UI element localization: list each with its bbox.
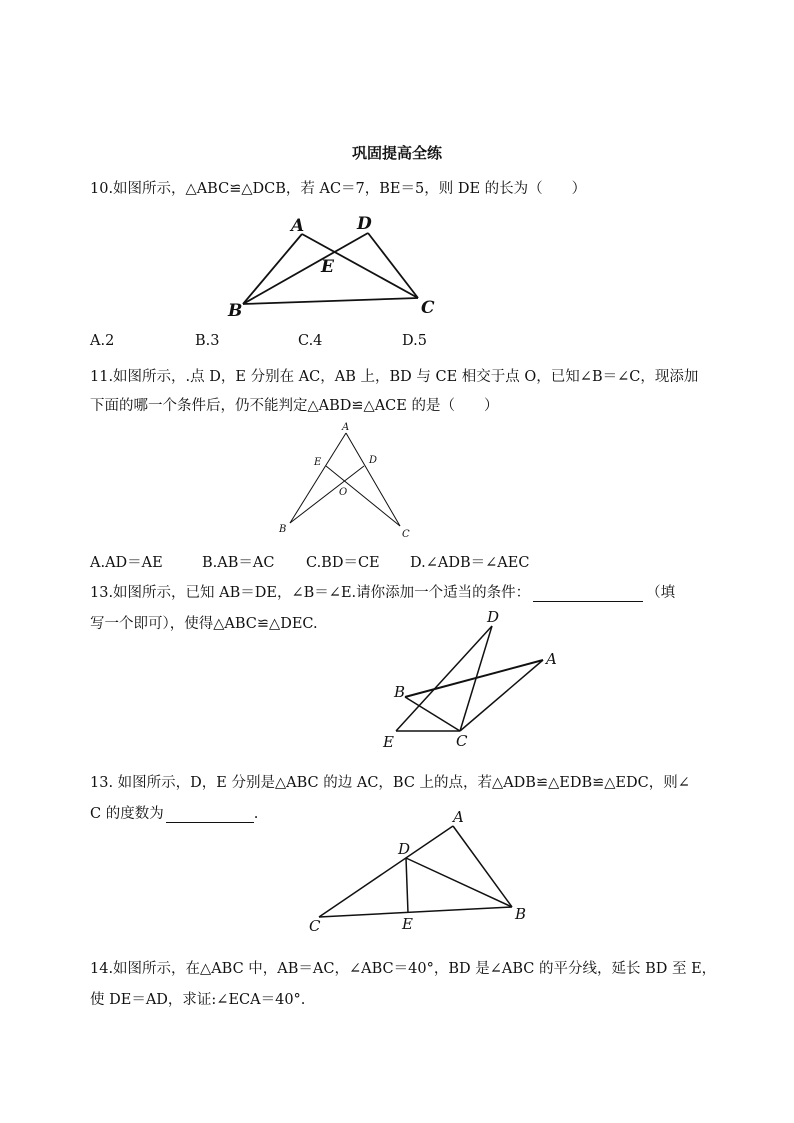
q13b-segment-ca	[319, 826, 453, 917]
q13b-answer-blank[interactable]	[166, 806, 254, 823]
q13b-segment-cb	[319, 907, 512, 917]
q10-label-e: E	[321, 257, 334, 277]
section-title: 巩固提高全练	[351, 144, 442, 162]
q13b-label-b: B	[515, 905, 527, 923]
q13b-stem-line1: 13. 如图所示，D，E 分别是△ABC 的边 AC，BC 上的点，若△ADB≌△EDB≌△EDC，则∠	[90, 775, 690, 791]
q10-segment-dc	[368, 233, 418, 298]
q11-stem-line2: 下面的哪一个条件后，仍不能判定△ABD≌△ACE 的是（ ）	[90, 398, 499, 414]
q11-label-o: O	[339, 487, 348, 498]
q11-option-c: C.BD＝CE	[306, 555, 380, 571]
q13b-stem-text: C 的度数为	[90, 806, 164, 822]
q11-stem-line1: 11.如图所示，.点 D，E 分别在 AC，AB 上，BD 与 CE 相交于点 O，已知∠B＝∠C，现添加	[90, 369, 699, 385]
q13a-stem-tail: （填	[646, 585, 676, 601]
q10-label-a: A	[291, 216, 305, 236]
q11-label-e: E	[314, 457, 322, 468]
q13b-label-e: E	[402, 915, 413, 933]
q10-option-d: D.5	[402, 333, 427, 349]
q14-stem-line2: 使 DE＝AD，求证:∠ECA＝40°.	[90, 992, 306, 1008]
q13b-stem-tail: .	[253, 806, 259, 822]
q13a-label-a: A	[546, 650, 557, 668]
q11-label-b: B	[279, 524, 287, 535]
q13b-segment-db	[406, 858, 512, 907]
q13b-figure	[309, 808, 526, 935]
q10-stem: 10.如图所示，△ABC≌△DCB，若 AC＝7，BE＝5，则 DE 的长为（ ）	[90, 181, 587, 197]
q11-label-c: C	[402, 529, 410, 540]
q13b-segment-ab	[453, 826, 512, 907]
q11-segment-bd	[290, 466, 364, 523]
q10-segment-ba	[243, 234, 302, 304]
q13a-answer-blank[interactable]	[533, 585, 643, 602]
q13a-label-c: C	[456, 732, 468, 750]
q10-segment-bc	[243, 298, 418, 304]
q13a-label-b: B	[394, 683, 406, 701]
q10-label-b: B	[228, 301, 243, 321]
q13a-stem-text: 13.如图所示，已知 AB＝DE，∠B＝∠E.请你添加一个适当的条件：	[90, 585, 531, 601]
q10-segment-bd	[243, 233, 368, 304]
q13b-stem-line2	[90, 802, 258, 823]
q13a-label-e: E	[383, 733, 394, 751]
q10-segment-ac	[302, 234, 418, 298]
q11-segment-ce	[326, 466, 400, 526]
q11-option-d: D.∠ADB＝∠AEC	[410, 555, 530, 571]
q11-figure	[278, 422, 410, 540]
q13a-stem-line2: 写一个即可），使得△ABC≌△DEC.	[90, 616, 318, 632]
q11-segment-ab	[290, 433, 346, 523]
q11-option-b: B.AB＝AC	[202, 555, 275, 571]
q14-stem-line1: 14.如图所示，在△ABC 中，AB＝AC，∠ABC＝40°，BD 是∠ABC 的平分线，延长 BD 至 E，	[90, 961, 717, 977]
q10-label-d: D	[357, 214, 372, 234]
q13b-label-d: D	[398, 840, 411, 858]
q13b-label-c: C	[309, 917, 321, 935]
q10-option-c: C.4	[298, 333, 323, 349]
q13a-stem-line1	[90, 581, 675, 602]
q13a-label-d: D	[487, 608, 500, 626]
q13b-label-a: A	[453, 808, 464, 826]
q11-segment-ac	[346, 433, 400, 526]
q11-label-d: D	[369, 455, 378, 466]
q11-label-a: A	[342, 422, 350, 433]
q10-option-a: A.2	[90, 333, 115, 349]
q10-option-b: B.3	[195, 333, 220, 349]
q13b-segment-de	[406, 858, 408, 913]
q13a-segment-bc	[405, 697, 460, 731]
q10-figure	[227, 214, 435, 321]
q10-label-c: C	[421, 298, 435, 318]
q11-option-a: A.AD＝AE	[90, 555, 163, 571]
q13a-figure	[382, 608, 557, 751]
